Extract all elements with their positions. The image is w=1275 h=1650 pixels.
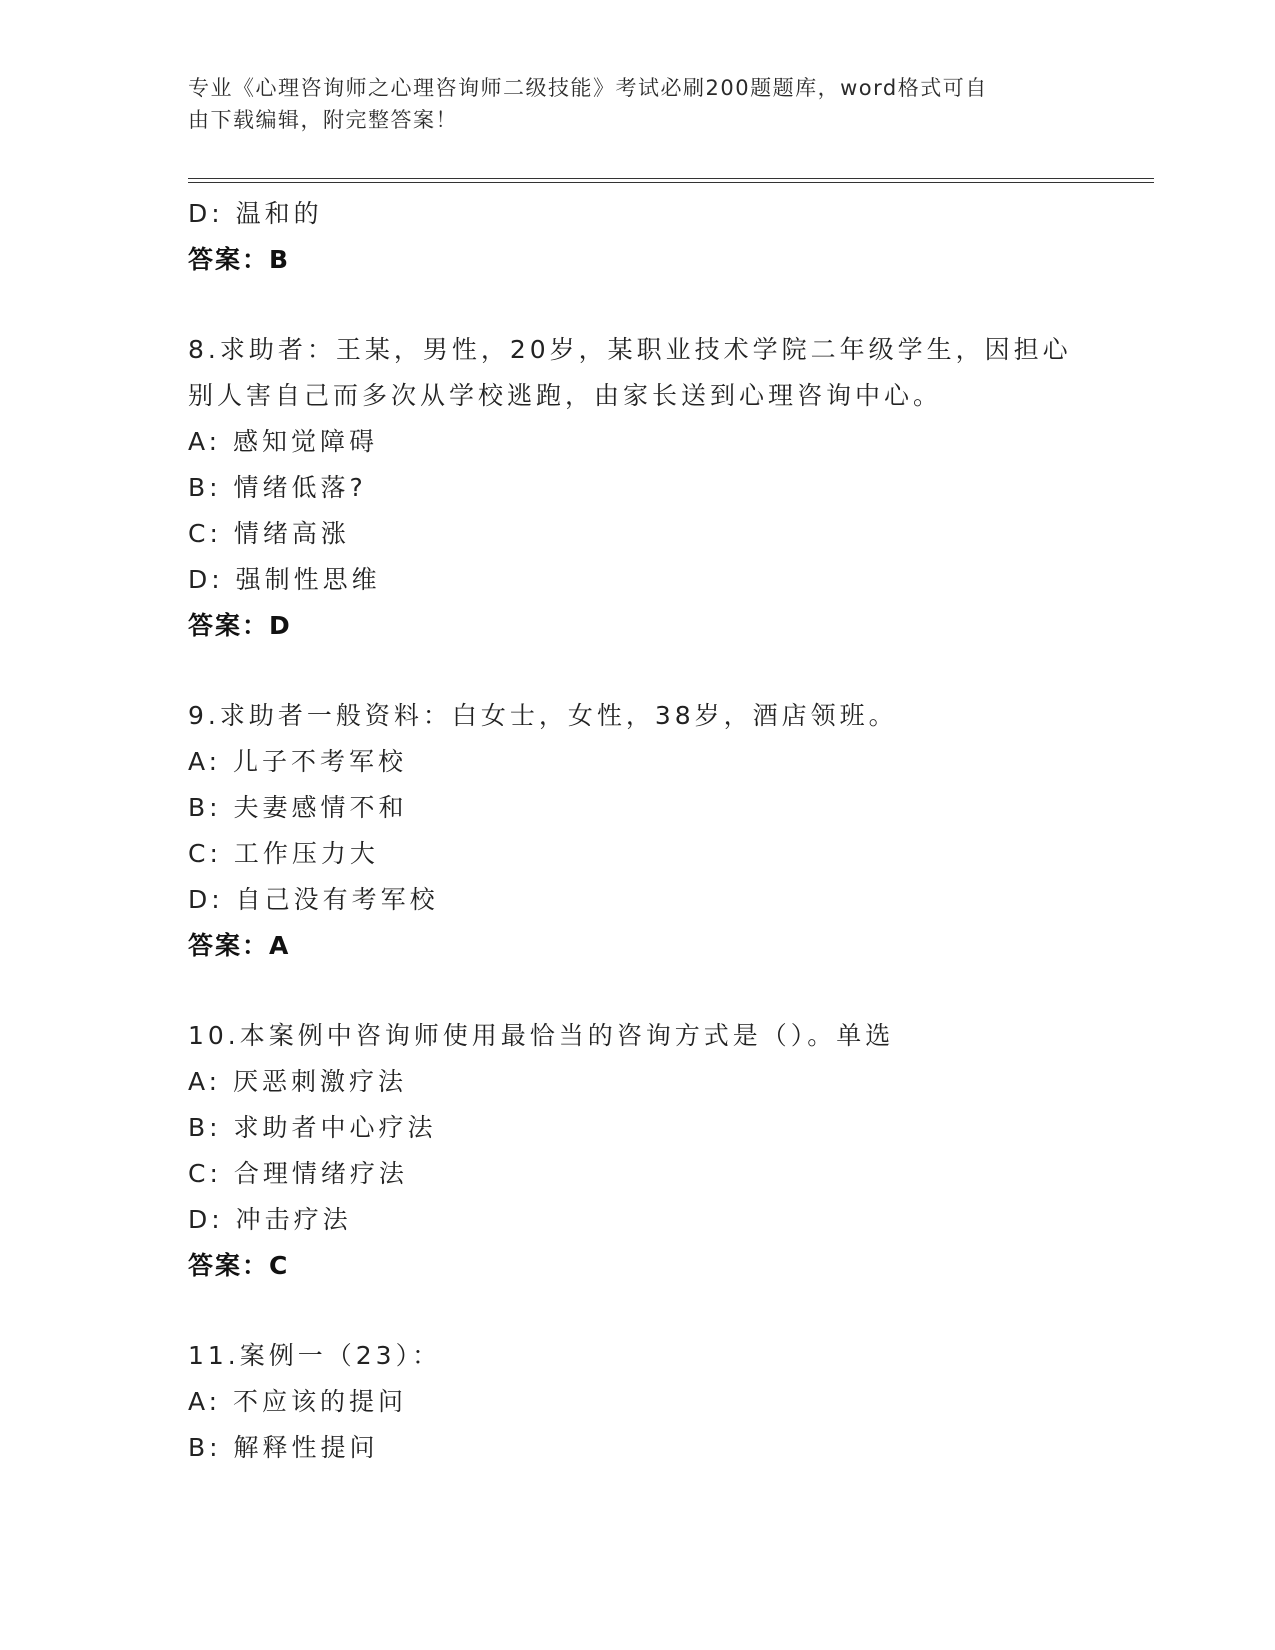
question-option-a: A: 不应该的提问 bbox=[188, 1387, 408, 1416]
prev-question-answer: 答案：B bbox=[188, 245, 291, 274]
spacer bbox=[188, 649, 1068, 693]
question-option-a: A: 厌恶刺激疗法 bbox=[188, 1067, 408, 1096]
question-option-b: B: 求助者中心疗法 bbox=[188, 1113, 437, 1142]
header-divider-top bbox=[188, 178, 1154, 179]
question-text-line-1: 8.求助者：王某，男性，20岁，某职业技术学院二年级学生，因担心 bbox=[188, 335, 1072, 364]
question-option-d: D: 自己没有考军校 bbox=[188, 885, 439, 914]
question-option-a: A: 儿子不考军校 bbox=[188, 747, 408, 776]
spacer bbox=[188, 969, 1068, 1013]
header-title-line-2: 由下载编辑，附完整答案！ bbox=[188, 108, 458, 132]
question-text-line-2: 别人害自己而多次从学校逃跑，由家长送到心理咨询中心。 bbox=[188, 381, 943, 410]
question-answer: 答案：D bbox=[188, 611, 292, 640]
question-text-line-1: 11.案例一（23）： bbox=[188, 1341, 442, 1370]
question-option-d: D: 强制性思维 bbox=[188, 565, 381, 594]
question-text-line-1: 9.求助者一般资料：白女士，女性，38岁，酒店领班。 bbox=[188, 701, 898, 730]
question-item bbox=[188, 1013, 1068, 1289]
question-option-c: C: 合理情绪疗法 bbox=[188, 1159, 408, 1188]
question-answer: 答案：C bbox=[188, 1251, 290, 1280]
question-item bbox=[188, 693, 1068, 969]
header-divider-bottom bbox=[188, 182, 1154, 183]
header-title-line-1: 专业《心理咨询师之心理咨询师二级技能》考试必刷200题题库，word格式可自 bbox=[188, 76, 988, 100]
question-option-c: C: 情绪高涨 bbox=[188, 519, 350, 548]
question-list bbox=[188, 191, 1072, 1471]
question-item bbox=[188, 1333, 1068, 1471]
spacer bbox=[188, 283, 1068, 327]
question-option-b: B: 情绪低落? bbox=[188, 473, 367, 502]
question-option-b: B: 解释性提问 bbox=[188, 1433, 379, 1462]
question-text-line-1: 10.本案例中咨询师使用最恰当的咨询方式是（）。单选 bbox=[188, 1021, 895, 1050]
question-option-c: C: 工作压力大 bbox=[188, 839, 379, 868]
question-option-d: D: 冲击疗法 bbox=[188, 1205, 352, 1234]
spacer bbox=[188, 1289, 1068, 1333]
document-header bbox=[188, 72, 1068, 136]
question-item bbox=[188, 327, 1072, 649]
question-option-a: A: 感知觉障碍 bbox=[188, 427, 379, 456]
question-option-b: B: 夫妻感情不和 bbox=[188, 793, 408, 822]
question-answer: 答案：A bbox=[188, 931, 291, 960]
prev-question-option-d: D: 温和的 bbox=[188, 199, 323, 228]
